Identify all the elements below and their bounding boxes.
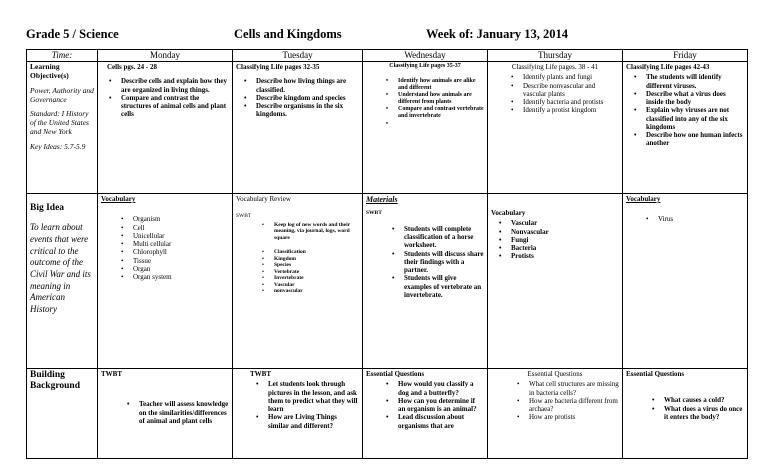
wednesday-essential-questions-heading: Essential Questions <box>366 370 425 378</box>
strand-label: Power, Authority and Governance <box>30 85 94 104</box>
objectives-friday <box>623 62 748 194</box>
building-monday <box>98 369 233 459</box>
big-idea-title: Big Idea <box>30 203 65 213</box>
list-item: • Describe nonvascular and vascular plants <box>509 82 619 99</box>
monday-objective-heading: Cells pgs. 24 - 28 <box>107 63 157 71</box>
list-item: • Cell <box>119 224 229 232</box>
list-item: • Keep log of new words and their meaning, via journal, logs, word square <box>260 222 359 241</box>
day-header-wednesday: Wednesday <box>363 50 488 62</box>
list-item: • Protists <box>497 252 619 260</box>
list-item: • Describe kingdom and species <box>242 94 359 102</box>
list-item: • Describe how one human infects another <box>632 131 744 148</box>
thursday-objective-heading: Classifying Life pages. 38 - 41 <box>511 63 599 71</box>
big-idea-label-cell <box>27 194 98 369</box>
day-header-tuesday: Tuesday <box>233 50 363 62</box>
list-item: • Students will discuss share their findings with a partner. <box>390 250 484 275</box>
list-item: • How would you classify a dog and a butterfly? <box>384 380 484 397</box>
day-header-row <box>27 50 748 62</box>
list-item: • Species <box>260 262 359 268</box>
big-idea-text: To learn about events that were critical to the outcome of the Civil War and its meaning in American History <box>30 222 91 315</box>
list-item: • Compare and contrast vertebrate and invertebrate <box>384 106 484 120</box>
list-item: • Vascular <box>260 282 359 288</box>
building-tuesday <box>233 369 363 459</box>
list-item: • Explain why viruses are not classified into any of the six kingdoms <box>632 106 744 131</box>
list-item: • Bacteria <box>497 244 619 252</box>
week-label: Week of: January 13, 2014 <box>426 27 569 41</box>
wednesday-objective-heading: Classifying Life pages 35-37 <box>389 63 461 69</box>
big-idea-tuesday <box>233 194 363 369</box>
key-ideas-label: Key Ideas: 5.7-5.9 <box>30 141 86 151</box>
page-header <box>26 27 746 47</box>
list-item: • Compare and contrast the structures of animal cells and plant cells <box>107 94 229 119</box>
building-background-row <box>27 369 748 459</box>
monday-twbt-heading: TWBT <box>101 370 123 378</box>
big-idea-thursday <box>488 194 623 369</box>
list-item: • Multi cellular <box>119 240 229 248</box>
list-item: • Virus <box>644 215 744 223</box>
thursday-vocabulary-heading: Vocabulary <box>491 209 526 217</box>
thursday-essential-questions-heading: Essential Questions <box>527 370 583 378</box>
list-item: • What does a virus do once it enters the body? <box>650 405 744 422</box>
list-item: • Students will complete classification of a horse worksheet. <box>390 225 484 250</box>
list-item: • Fungi <box>497 236 619 244</box>
time-label: Time: <box>27 50 98 62</box>
objectives-tuesday <box>233 62 363 194</box>
objectives-row <box>27 62 748 194</box>
list-item: • Organ <box>119 265 229 273</box>
big-idea-row <box>27 194 748 369</box>
building-thursday <box>488 369 623 459</box>
list-item: • Describe cells and explain how they are organized in living things. <box>107 77 229 94</box>
list-item: • Teacher will assess knowledge on the similarities/differences of animal and plant cells <box>125 400 229 425</box>
monday-vocabulary-heading: Vocabulary <box>101 195 136 203</box>
tuesday-swbt: SWBT <box>236 213 252 220</box>
wednesday-materials-heading: Materials <box>366 195 398 204</box>
list-item: • Invertebrate <box>260 275 359 281</box>
tuesday-twbt-heading: TWBT <box>250 370 272 378</box>
objectives-monday <box>98 62 233 194</box>
building-title: Building Background <box>30 370 80 392</box>
list-item: • Lead discussion about organisms that are <box>384 413 484 430</box>
list-item: • Describe organisms in the six kingdoms. <box>242 102 359 119</box>
list-item: • Let students look through pictures in the lesson, and ask them to predict what they will learn <box>254 380 359 413</box>
list-item: • How are Living Things similar and different? <box>254 413 359 430</box>
objectives-thursday <box>488 62 623 194</box>
tuesday-vocabulary-heading: Vocabulary Review <box>236 195 291 203</box>
friday-objective-heading: Classifying Life pages 42-43 <box>626 63 710 71</box>
building-label-cell <box>27 369 98 459</box>
list-item: • Identify a protist kingdom <box>509 106 619 114</box>
objectives-title: Learning Objective(s) <box>30 62 69 80</box>
friday-essential-questions-heading: Essential Questions <box>626 370 685 378</box>
list-item: • nonvascular <box>260 288 359 294</box>
list-item: • Describe how living things are classified. <box>242 77 359 94</box>
friday-vocabulary-heading: Vocabulary <box>626 195 661 203</box>
tuesday-objective-heading: Classifying Life pages 32-35 <box>236 63 320 71</box>
list-item: • What causes a cold? <box>650 396 744 404</box>
list-item: • Students will give examples of vertebrate an invertebrate. <box>390 274 484 299</box>
wednesday-swbt: SWBT <box>366 210 382 217</box>
big-idea-wednesday <box>363 194 488 369</box>
list-item: • Understand how animals are different from plants <box>384 92 484 106</box>
list-item: • The students will identify different viruses. <box>632 73 744 90</box>
standard-label: Standard: I History of the United States and New York <box>30 109 89 137</box>
list-item: • Tissue <box>119 257 229 265</box>
list-item: • Chlorophyll <box>119 248 229 256</box>
list-item: • Unicellular <box>119 232 229 240</box>
day-header-monday: Monday <box>98 50 233 62</box>
list-item: • Identify bacteria and protists <box>509 98 619 106</box>
building-friday <box>623 369 748 459</box>
unit-title: Cells and Kingdoms <box>234 27 342 41</box>
building-wednesday <box>363 369 488 459</box>
objectives-wednesday <box>363 62 488 194</box>
list-item: • Kingdom <box>260 256 359 262</box>
list-item: • Vertebrate <box>260 269 359 275</box>
list-item: • Organ system <box>119 273 229 281</box>
big-idea-monday <box>98 194 233 369</box>
big-idea-friday <box>623 194 748 369</box>
list-item: • Identify how animals are alike and different <box>384 78 484 92</box>
objectives-label-cell <box>27 62 98 194</box>
list-item: • Organism <box>119 215 229 223</box>
list-item: • Classification <box>260 249 359 255</box>
lesson-plan-table <box>26 49 748 459</box>
day-header-friday: Friday <box>623 50 748 62</box>
day-header-thursday: Thursday <box>488 50 623 62</box>
list-item: • What cell structures are missing in bacteria cells? <box>515 380 619 397</box>
list-item: • How are protists <box>515 413 619 421</box>
grade-subject: Grade 5 / Science <box>26 27 119 41</box>
list-item: • Vascular <box>497 219 619 227</box>
list-item: • Describe what a virus does inside the body <box>632 90 744 107</box>
list-item: • Nonvascular <box>497 228 619 236</box>
list-item: • How are bacteria different from archaea? <box>515 397 619 414</box>
list-item: • How can you determine if an organism is an animal? <box>384 397 484 414</box>
list-item: • Identify plants and fungi <box>509 73 619 81</box>
